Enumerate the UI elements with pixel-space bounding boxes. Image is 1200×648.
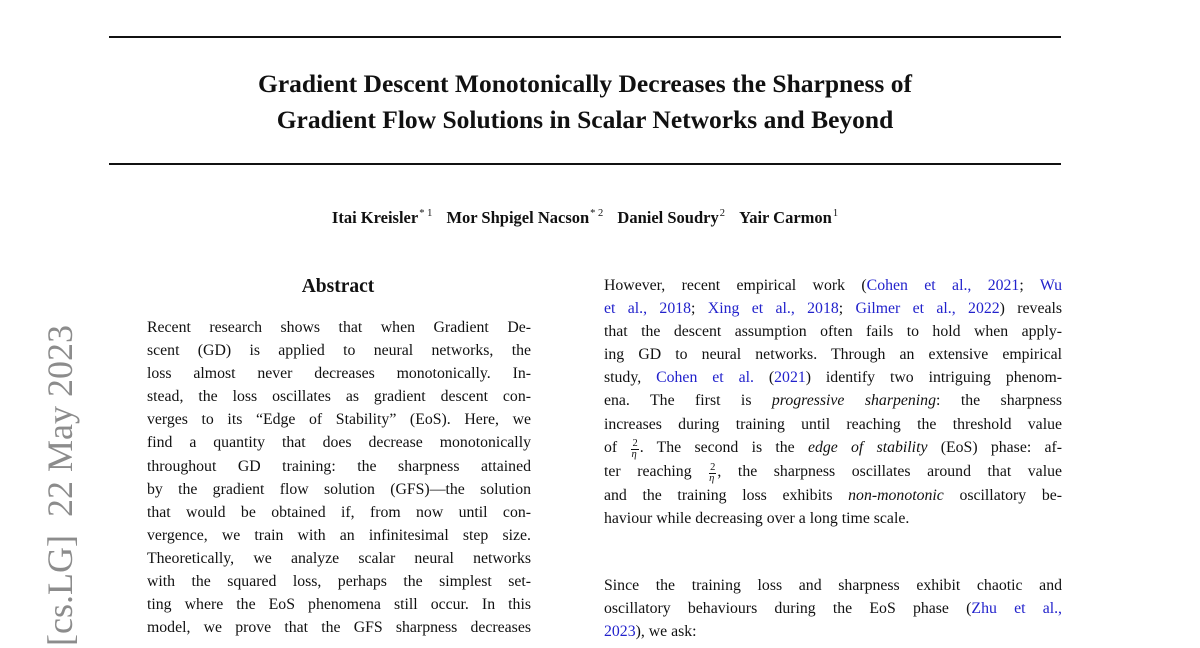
abstract-line: model, we prove that the GFS sharpness decreases [147, 619, 531, 637]
fraction-2-over-eta [631, 439, 638, 460]
intro-line: increases during training until reaching the threshold value [604, 415, 1062, 433]
intro-line [604, 620, 1062, 643]
intro-line [604, 597, 1062, 620]
text-run: ), we ask: [635, 623, 697, 641]
author [739, 208, 838, 227]
text-run: study, [604, 369, 657, 387]
citation-link[interactable]: Cohen et al., 2021 [866, 277, 1020, 294]
citation-link[interactable]: Zhu et al., [971, 600, 1063, 618]
citation-link[interactable]: 2023 [604, 623, 636, 641]
text-run: : the sharpness [935, 392, 1062, 410]
author-affiliation: 1 [832, 208, 839, 219]
intro-line [604, 297, 1062, 320]
title-rule-bottom [109, 163, 1061, 165]
text-run: ) reveals [999, 300, 1063, 318]
intro-paragraph-2 [604, 574, 1062, 643]
text-run: ; [838, 300, 856, 318]
author [332, 208, 432, 227]
abstract-line: find a quantity that does decrease monotonically [147, 434, 531, 452]
intro-line: that the descent assumption often fails to hold when apply- [604, 323, 1062, 341]
abstract-heading: Abstract [301, 276, 375, 297]
author-affiliation: * 1 [419, 208, 433, 219]
author-list [109, 206, 1061, 230]
emphasis: non-monotonic [848, 486, 944, 504]
intro-line: Since the training loss and sharpness exhibit chaotic and [604, 577, 1062, 594]
text-run: oscillatory be- [943, 486, 1062, 504]
arxiv-category: [cs.LG] [40, 535, 80, 646]
abstract-line: throughout GD training: the sharpness attained [147, 457, 531, 475]
fraction-numerator: 2 [632, 437, 638, 449]
text-run: , the sharpness oscillates around that value [717, 462, 1062, 480]
abstract-line: vergence, we train with an infinitesimal step size. [147, 526, 531, 544]
intro-line [604, 389, 1062, 412]
citation-link[interactable]: Wu [1039, 277, 1062, 294]
text-run: (EoS) phase: af- [927, 438, 1063, 456]
intro-paragraph-1 [604, 274, 1062, 530]
arxiv-date: 22 May 2023 [40, 325, 80, 518]
author-affiliation: 2 [719, 208, 725, 219]
abstract-line: Theoretically, we analyze scalar neural networks [147, 549, 531, 567]
text-run: and the training loss exhibits [604, 486, 849, 504]
author-affiliation: * 2 [590, 208, 604, 219]
text-run: ter reaching [604, 462, 709, 480]
intro-line [604, 274, 1062, 297]
citation-link[interactable]: 2021 [774, 369, 806, 387]
text-run: of [604, 438, 631, 456]
author [446, 208, 603, 227]
author-name: Itai Kreisler [331, 208, 419, 227]
citation-link[interactable]: Cohen et al. [656, 369, 754, 387]
arxiv-stamp [40, 325, 80, 646]
text-run: ; [691, 300, 708, 318]
fraction-2-over-eta [709, 463, 716, 484]
abstract-body [147, 316, 531, 639]
abstract-line: ting where the EoS phenomena still occur. In this [147, 596, 531, 614]
text-run: ) identify two intriguing phenom- [805, 369, 1062, 387]
citation-link[interactable]: et al., 2018 [604, 300, 692, 318]
title-line-2: Gradient Flow Solutions in Scalar Networks and Beyond [276, 105, 894, 134]
author-name: Mor Shpigel Nacson [446, 208, 590, 227]
abstract-line: verges to its “Edge of Stability” (EoS). Here, we [147, 411, 531, 429]
title-rule-top [109, 36, 1061, 38]
abstract-line: stead, the loss oscillates as gradient descent con- [147, 388, 531, 406]
emphasis: edge of stability [807, 438, 928, 456]
intro-line [604, 460, 1062, 484]
abstract-line: with the squared loss, perhaps the simplest set- [147, 573, 531, 591]
author-name: Yair Carmon [739, 208, 832, 227]
text-run: However, recent empirical work ( [604, 277, 867, 294]
text-run: ; [1019, 277, 1040, 294]
intro-line [604, 484, 1062, 507]
title-line-1: Gradient Descent Monotonically Decreases the Sharpness of [258, 69, 912, 98]
text-run: oscillatory behaviours during the EoS phase ( [604, 600, 972, 618]
text-run: ( [753, 369, 775, 387]
intro-line: haviour while decreasing over a long time scale. [604, 509, 910, 527]
abstract-line: loss almost never decreases monotonically. In- [147, 365, 531, 383]
intro-line: ing GD to neural networks. Through an extensive empirical [604, 346, 1062, 364]
paper-title [109, 66, 1061, 138]
intro-line [604, 436, 1062, 460]
fraction-denominator: η [709, 472, 715, 484]
text-run: . The second is the [639, 438, 808, 456]
text-run: ena. The first is [604, 392, 772, 410]
abstract-line: scent (GD) is applied to neural networks, the [147, 342, 531, 360]
abstract-line: that would be obtained if, from now until con- [147, 503, 531, 521]
author-name: Daniel Soudry [617, 208, 719, 227]
intro-line [604, 366, 1062, 389]
citation-link[interactable]: Xing et al., 2018 [707, 300, 839, 318]
fraction-numerator: 2 [710, 461, 716, 473]
abstract-line: Recent research shows that when Gradient De- [147, 319, 531, 336]
citation-link[interactable]: Gilmer et al., 2022 [855, 300, 1000, 318]
emphasis: progressive sharpening [771, 392, 936, 410]
fraction-denominator: η [631, 448, 637, 460]
author [617, 208, 725, 227]
abstract-line: by the gradient flow solution (GFS)—the solution [147, 480, 531, 498]
